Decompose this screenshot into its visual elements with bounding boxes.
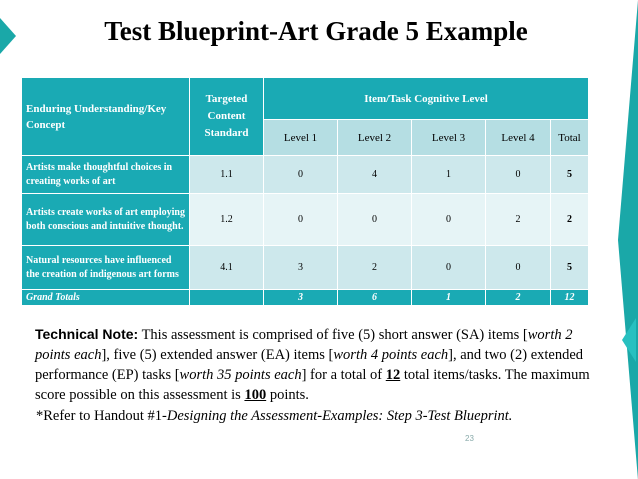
header-standard: Targeted Content Standard <box>190 78 264 156</box>
row-total: 5 <box>551 246 589 290</box>
table-row <box>22 156 589 194</box>
row-standard: 1.2 <box>190 194 264 246</box>
row-total: 2 <box>551 194 589 246</box>
header-eu: Enduring Understanding/Key Concept <box>22 78 190 156</box>
grand-totals-level-4: 2 <box>486 290 551 306</box>
grand-totals-level-3: 1 <box>412 290 486 306</box>
handout-reference <box>36 408 512 425</box>
note-text: This assessment is comprised of five (5) short answer (SA) items [ <box>138 327 528 343</box>
note-text: points. <box>266 387 309 403</box>
grand-totals-label: Grand Totals <box>22 290 190 306</box>
note-text: ], five (5) extended answer (EA) items [ <box>101 347 334 363</box>
row-level-3: 1 <box>412 156 486 194</box>
header-cognitive-level: Item/Task Cognitive Level <box>264 78 589 120</box>
row-total: 5 <box>551 156 589 194</box>
row-level-2: 4 <box>338 156 412 194</box>
note-total-items: 12 <box>385 367 401 383</box>
row-standard: 1.1 <box>190 156 264 194</box>
row-level-2: 0 <box>338 194 412 246</box>
row-eu: Artists create works of art employing both conscious and intuitive thought. <box>22 194 190 246</box>
grand-totals-standard <box>190 290 264 306</box>
technical-note-label: Technical Note: <box>35 326 139 342</box>
row-level-1: 0 <box>264 194 338 246</box>
reference-title: Designing the Assessment-Examples: Step 3-Test Blueprint. <box>166 408 513 424</box>
row-level-4: 0 <box>486 246 551 290</box>
header-total: Total <box>551 120 589 156</box>
row-eu: Natural resources have influenced the creation of indigenous art forms <box>22 246 190 290</box>
note-text: total items/tasks. The maximum score possible on this assessment is <box>35 367 590 403</box>
row-level-1: 3 <box>264 246 338 290</box>
note-italic: worth 2 points each <box>35 327 573 363</box>
header-level-2: Level 2 <box>338 120 412 156</box>
page-title: Test Blueprint-Art Grade 5 Example <box>104 16 528 46</box>
row-eu: Artists make thoughtful choices in creating works of art <box>22 156 190 194</box>
reference-prefix: *Refer to Handout #1- <box>36 408 167 424</box>
row-level-4: 0 <box>486 156 551 194</box>
grand-totals-row <box>22 290 589 306</box>
table-row <box>22 194 589 246</box>
note-text: ], and two (2) extended performance (EP) tasks [ <box>35 347 584 383</box>
note-italic: worth 4 points each <box>333 347 449 363</box>
row-level-1: 0 <box>264 156 338 194</box>
blueprint-table <box>21 77 589 306</box>
decorative-right-arrow <box>618 0 638 479</box>
grand-totals-total: 12 <box>551 290 589 306</box>
row-level-4: 2 <box>486 194 551 246</box>
row-level-3: 0 <box>412 194 486 246</box>
grand-totals-level-1: 3 <box>264 290 338 306</box>
row-level-2: 2 <box>338 246 412 290</box>
decorative-small-arrow <box>622 318 636 362</box>
header-level-1: Level 1 <box>264 120 338 156</box>
header-level-4: Level 4 <box>486 120 551 156</box>
note-text: ] for a total of <box>301 367 386 383</box>
technical-note <box>35 324 595 405</box>
row-level-3: 0 <box>412 246 486 290</box>
row-standard: 4.1 <box>190 246 264 290</box>
header-level-3: Level 3 <box>412 120 486 156</box>
table-row <box>22 246 589 290</box>
grand-totals-level-2: 6 <box>338 290 412 306</box>
note-max-score: 100 <box>244 387 267 403</box>
note-italic: worth 35 points each <box>179 367 302 383</box>
page-number: 23 <box>465 434 474 443</box>
